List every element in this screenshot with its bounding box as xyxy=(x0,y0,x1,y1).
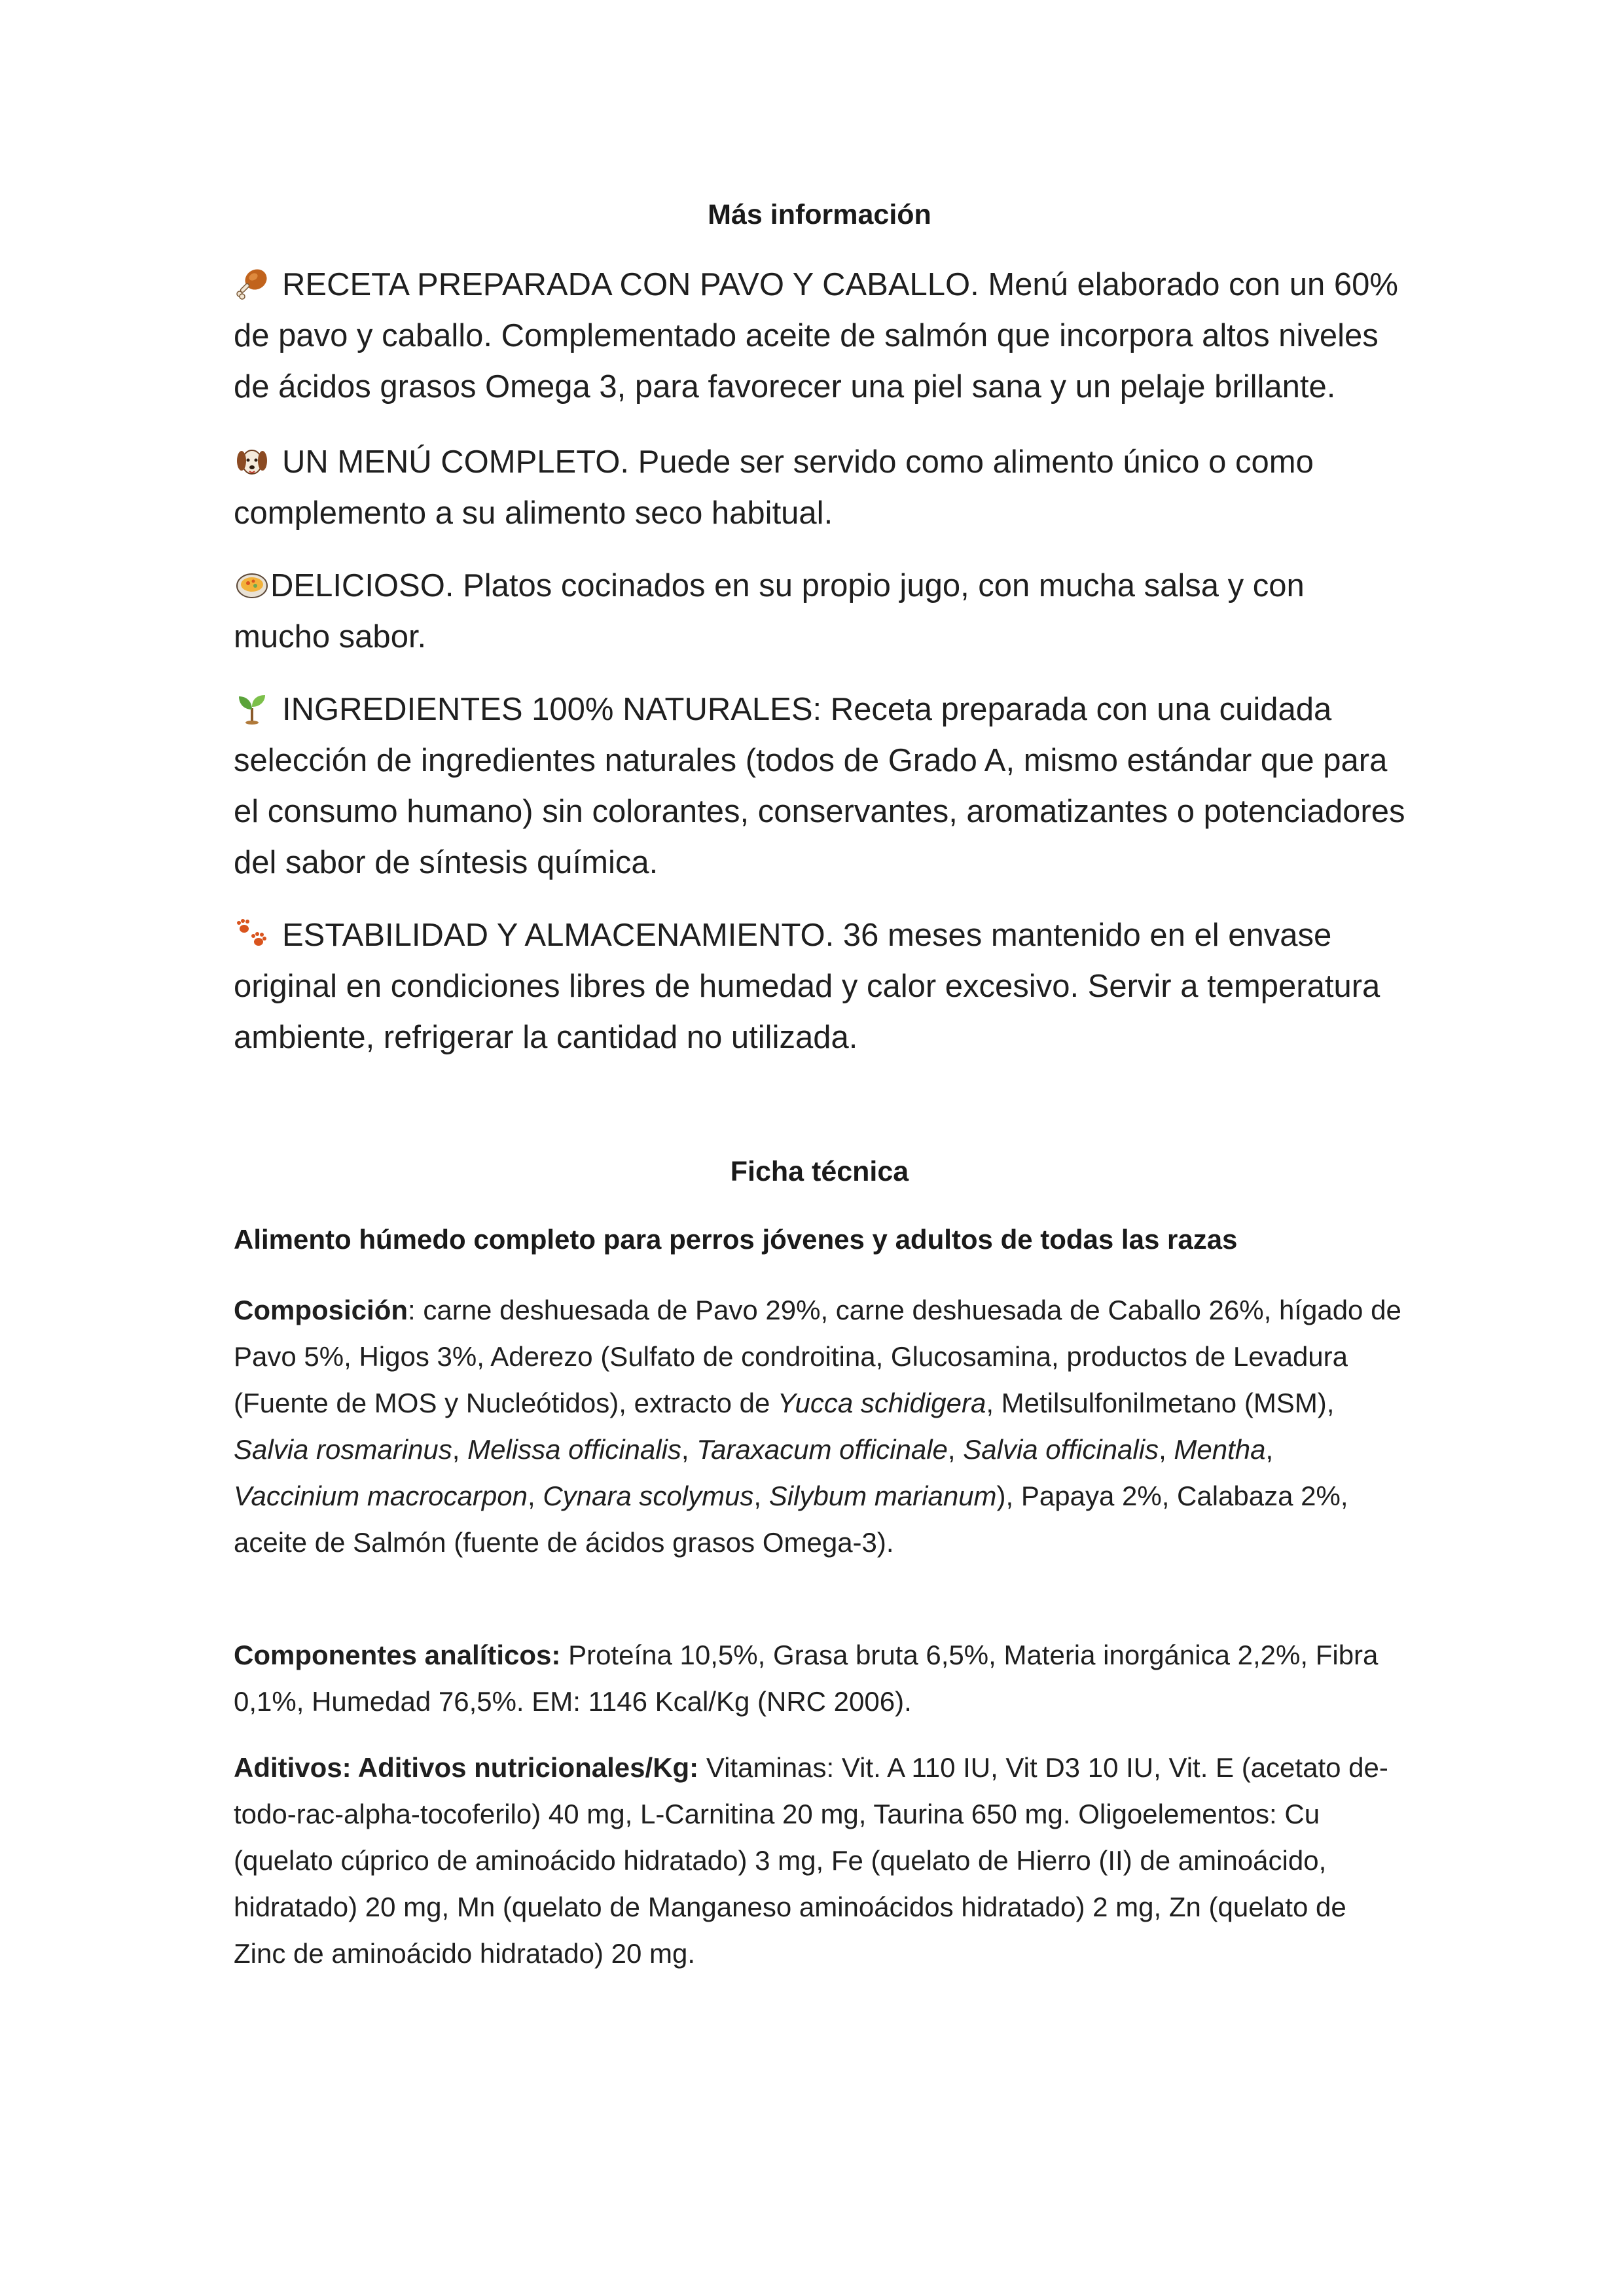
separator: , xyxy=(947,1434,964,1465)
info-item-ingredientes-text: INGREDIENTES 100% NATURALES: Receta preparada con una cuidada selección de ingredientes naturales (todos de Grado A, mismo estándar que para el consumo humano) sin colorantes, conservantes, aromatizantes o potenciadores del sabor de síntesis química. xyxy=(234,692,1405,880)
composicion-label: Composición xyxy=(234,1295,408,1325)
paw-prints-icon xyxy=(234,916,270,952)
composicion-text: , Metilsulfonilmetano (MSM), xyxy=(986,1388,1335,1418)
separator: , xyxy=(681,1434,697,1465)
aditivos-label: Aditivos: Aditivos nutricionales/Kg: xyxy=(234,1752,699,1783)
composicion-paragraph xyxy=(234,1287,1405,1566)
seedling-icon xyxy=(234,690,270,726)
species-vaccinium: Vaccinium macrocarpon xyxy=(234,1480,528,1511)
info-item-menu-text: UN MENÚ COMPLETO. Puede ser servido como alimento único o como complemento a su alimento seco habitual. xyxy=(234,444,1314,531)
species-melissa: Melissa officinalis xyxy=(467,1434,681,1465)
separator: , xyxy=(1159,1434,1174,1465)
info-item-receta xyxy=(234,259,1405,412)
componentes-text: Proteína 10,5%, Grasa bruta 6,5%, Materia inorgánica 2,2%, Fibra 0,1%, Humedad 76,5%. EM: 1146 Kcal/Kg (NRC 2006). xyxy=(234,1640,1379,1717)
info-item-menu xyxy=(234,437,1405,539)
separator: , xyxy=(753,1480,769,1511)
species-cynara: Cynara scolymus xyxy=(543,1480,754,1511)
info-item-ingredientes xyxy=(234,684,1405,888)
aditivos-text: Vitaminas: Vit. A 110 IU, Vit D3 10 IU, Vit. E (acetato de-todo-rac-alpha-tocoferilo) 40 mg, L-Carnitina 20 mg, Taurina 650 mg. Oligoelementos: Cu (quelato cúprico de aminoácido hidratado) 3 mg, Fe (quelato de Hierro (II) de aminoácido, hidratado) 20 mg, Mn (quelato de Manganeso aminoácidos hidratado) 2 mg, Zn (quelato de Zinc de aminoácido hidratado) 20 mg. xyxy=(234,1752,1388,1969)
aditivos-paragraph xyxy=(234,1744,1405,1977)
species-salvia-rosmarinus: Salvia rosmarinus xyxy=(234,1434,452,1465)
info-item-delicioso xyxy=(234,560,1405,662)
species-taraxacum: Taraxacum officinale xyxy=(696,1434,948,1465)
info-item-estabilidad-text: ESTABILIDAD Y ALMACENAMIENTO. 36 meses mantenido en el envase original en condiciones libres de humedad y calor excesivo. Servir a temperatura ambiente, refrigerar la cantidad no utilizada. xyxy=(234,918,1380,1055)
separator: , xyxy=(1265,1434,1274,1465)
composicion-text: ), Papaya 2%, Calabaza 2%, aceite de Salmón (fuente de ácidos grasos Omega-3). xyxy=(234,1480,1348,1558)
info-item-estabilidad xyxy=(234,910,1405,1063)
ficha-subtitle: Alimento húmedo completo para perros jóvenes y adultos de todas las razas xyxy=(234,1224,1238,1255)
separator: , xyxy=(452,1434,468,1465)
species-yucca: Yucca schidigera xyxy=(778,1388,986,1418)
stew-pot-icon xyxy=(234,566,270,603)
info-item-receta-text: RECETA PREPARADA CON PAVO Y CABALLO. Menú elaborado con un 60% de pavo y caballo. Complementado aceite de salmón que incorpora altos niveles de ácidos grasos Omega 3, para favorecer una piel sana y un pelaje brillante. xyxy=(234,267,1398,404)
dog-face-icon xyxy=(234,442,270,479)
separator: , xyxy=(527,1480,543,1511)
species-salvia-officinalis: Salvia officinalis xyxy=(963,1434,1159,1465)
componentes-label: Componentes analíticos: xyxy=(234,1640,561,1670)
info-item-delicioso-text: DELICIOSO. Platos cocinados en su propio jugo, con mucha salsa y con mucho sabor. xyxy=(234,568,1305,655)
section-title-ficha-tecnica: Ficha técnica xyxy=(730,1156,909,1187)
composicion-text: : carne deshuesada de Pavo 29%, carne deshuesada de Caballo 26%, hígado de Pavo 5%, Higos 3%, Aderezo (Sulfato de condroitina, Glucosamina, productos de Levadura (Fuente de MOS y Nucleótidos), extracto de xyxy=(234,1295,1401,1418)
species-mentha: Mentha xyxy=(1174,1434,1266,1465)
componentes-paragraph xyxy=(234,1632,1405,1725)
species-silybum: Silybum marianum xyxy=(768,1480,997,1511)
section-title-mas-informacion: Más información xyxy=(708,199,931,230)
poultry-leg-icon xyxy=(234,265,270,302)
